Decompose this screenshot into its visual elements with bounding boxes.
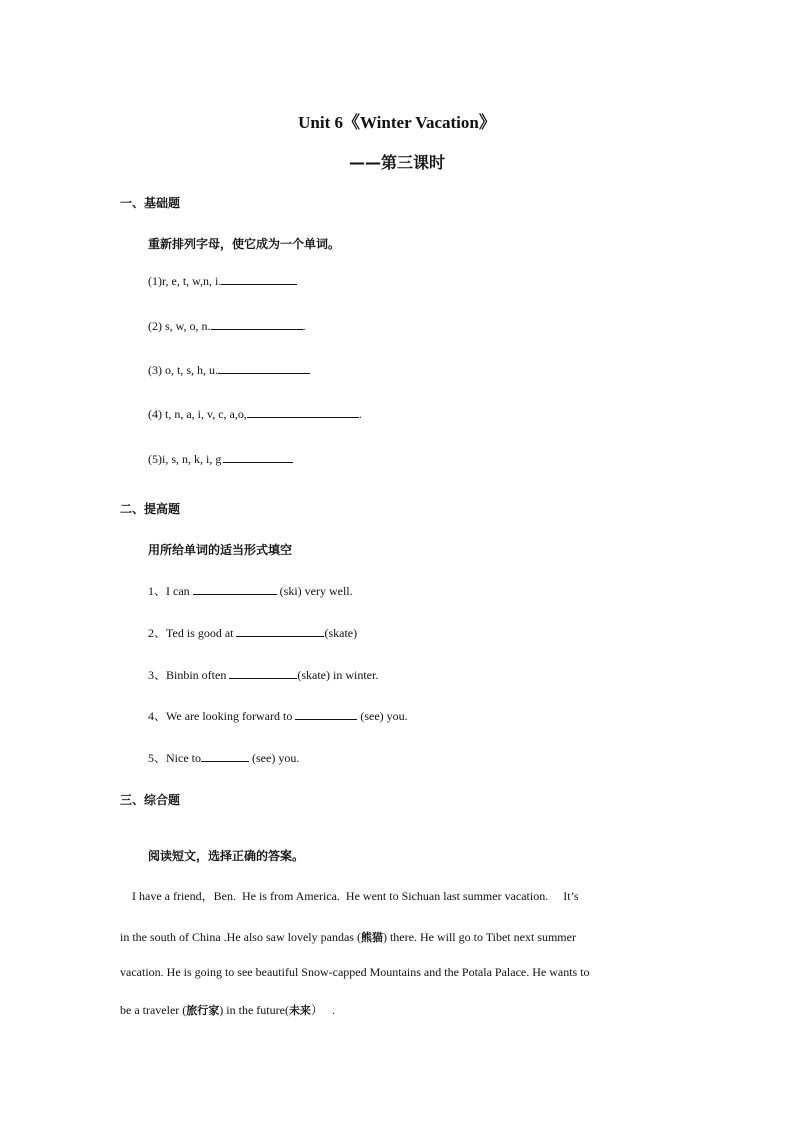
answer-blank[interactable]: [236, 624, 324, 637]
answer-blank[interactable]: [295, 707, 357, 720]
instruction-fill-in: 用所给单词的适当形式填空: [148, 543, 293, 557]
list-item: 2、Ted is good at (skate): [148, 626, 358, 640]
instruction-rearrange: 重新排列字母，使它成为一个单词。: [148, 237, 341, 251]
item-text: (4) t, n, a, i, v, c, a,o,: [148, 407, 247, 421]
answer-blank[interactable]: [223, 450, 293, 463]
answer-blank[interactable]: [247, 405, 359, 418]
page-subtitle: ——第三课时: [348, 153, 445, 172]
list-item: 3、Binbin often (skate) in winter.: [148, 668, 379, 682]
answer-blank[interactable]: [229, 666, 297, 679]
list-item: 5、Nice to (see) you.: [148, 751, 300, 765]
item-text: (1)r, e, t, w,n, i.: [148, 274, 222, 288]
paragraph-line: vacation. He is going to see beautiful Snow-capped Mountains and the Potala Palace. He wants to: [120, 965, 590, 979]
page-title: Unit 6《Winter Vacation》: [298, 113, 496, 132]
list-item: 4、We are looking forward to (see) you.: [148, 709, 408, 723]
item-text: (2) s, w, o, n.: [148, 319, 211, 333]
item-text: (3) o, t, s, h, u.: [148, 363, 218, 377]
list-item: (2) s, w, o, n. .: [148, 319, 306, 333]
item-text: (5)i, s, n, k, i, g: [148, 452, 222, 466]
answer-blank[interactable]: [201, 749, 249, 762]
list-item: [148, 361, 310, 378]
list-item: (4) t, n, a, i, v, c, a,o, .: [148, 407, 362, 421]
gloss-traveler: 旅行家: [186, 1004, 220, 1017]
section-heading-basic: 一、基础题: [120, 196, 181, 210]
section-heading-improve: 二、提高题: [120, 502, 181, 516]
answer-blank[interactable]: [193, 582, 277, 595]
answer-blank[interactable]: [218, 361, 310, 374]
gloss-pandas: 熊猫: [360, 931, 383, 944]
list-item: [148, 272, 297, 289]
answer-blank[interactable]: [211, 317, 303, 330]
section-heading-comprehensive: 三、综合题: [120, 793, 181, 807]
instruction-reading: 阅读短文，选择正确的答案。: [148, 849, 305, 863]
paragraph-line: in the south of China .He also saw lovely pandas (熊猫) there. He will go to Tibet next summer: [120, 930, 576, 944]
list-item: [148, 450, 293, 467]
paragraph-line: be a traveler (旅行家) in the future(未来） .: [120, 1003, 335, 1017]
answer-blank[interactable]: [221, 272, 297, 285]
gloss-future: 未来: [288, 1004, 311, 1017]
paragraph-line: I have a friend，Ben. He is from America. He went to Sichuan last summer vacation. It’s: [120, 889, 579, 903]
list-item: 1、I can (ski) very well.: [148, 584, 353, 598]
